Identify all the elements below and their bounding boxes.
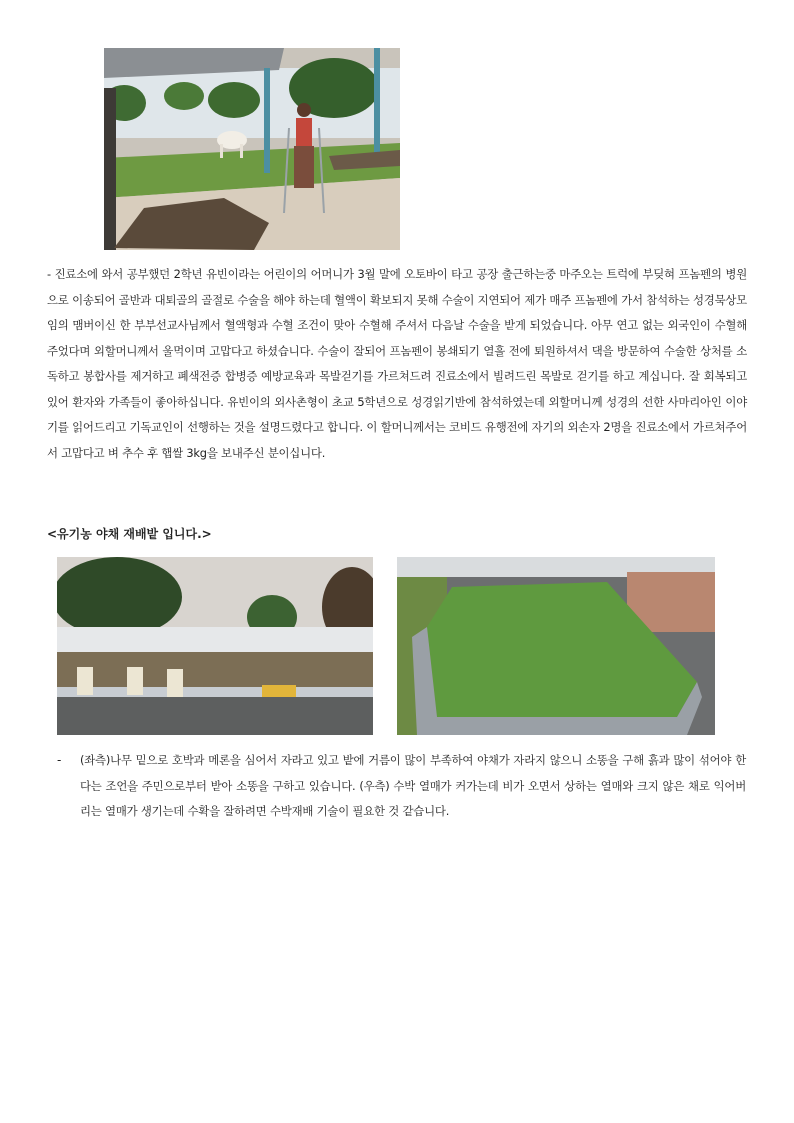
paragraph-garden-description: (좌측)나무 밑으로 호박과 메론을 심어서 자라고 있고 밭에 거름이 많이 부족하여 야채가 자라지 않으니 소똥을 구해 흙과 많이 섞어야 한다는 조언을 주민으로부터 받아 소똥을 구하고 있습니다. (우측) 수박 열매가 커가는데 비가 오면서 상하는 열매와 크지 않은 채로 익어버리는 열매가 생기는데 수확을 잘하려면 수박재배 기술이 필요한 것 같습니다. [80, 753, 746, 818]
section-heading-organic-garden: <유기농 야채 재배밭 입니다.> [47, 527, 212, 541]
paragraph-blood-donation-story: - 진료소에 와서 공부했던 2학년 유빈이라는 어린이의 어머니가 3월 말에 오토바이 타고 공장 출근하는중 마주오는 트럭에 부딪혀 프놈펜의 병원으로 이송되어 골반과 대퇴골의 골절로 수술을 해야 하는데 혈액이 확보되지 못해 수술이 지연되어 제가 매주 프놈펜에 가서 참석하는 성경묵상모임의 맴버이신 한 부부선교사님께서 혈액형과 수혈 조건이 맞아 수혈해 주셔서 다음날 수술을 받게 되었습니다. 아무 연고 없는 외국인이 수혈해 주었다며 외할머니께서 울먹이며 고맙다고 하셨습니다. 수술이 잘되어 프놈펜이 봉쇄되기 열흘 전에 퇴원하셔서 댁을 방문하여 수술한 상처를 소독하고 봉합사를 제거하고 폐색전증 합병증 예방교육과 목발걷기를 가르쳐드려 진료소에서 빌려드린 목발로 걷기를 하고 계십니다. 잘 회복되고 있어 환자와 가족들이 좋아하십니다. 유빈이의 외사촌형이 초교 5학년으로 성경읽기반에 참석하였는데 외할머니께 성경의 선한 사마리아인 이야기를 읽어드리고 기독교인이 선행하는 것을 설명드렸다고 합니다. 이 할머니께서는 코비드 유행전에 자기의 외손자 2명을 진료소에서 가르쳐주어서 고맙다고 벼 추수 후 햅쌀 3kg을 보내주신 분이십니다. [47, 267, 747, 460]
photo-woman-on-crutches [104, 48, 400, 250]
bullet-marker: - [57, 753, 62, 767]
photo-garden-right [397, 557, 715, 735]
photo-garden-left [57, 557, 373, 735]
